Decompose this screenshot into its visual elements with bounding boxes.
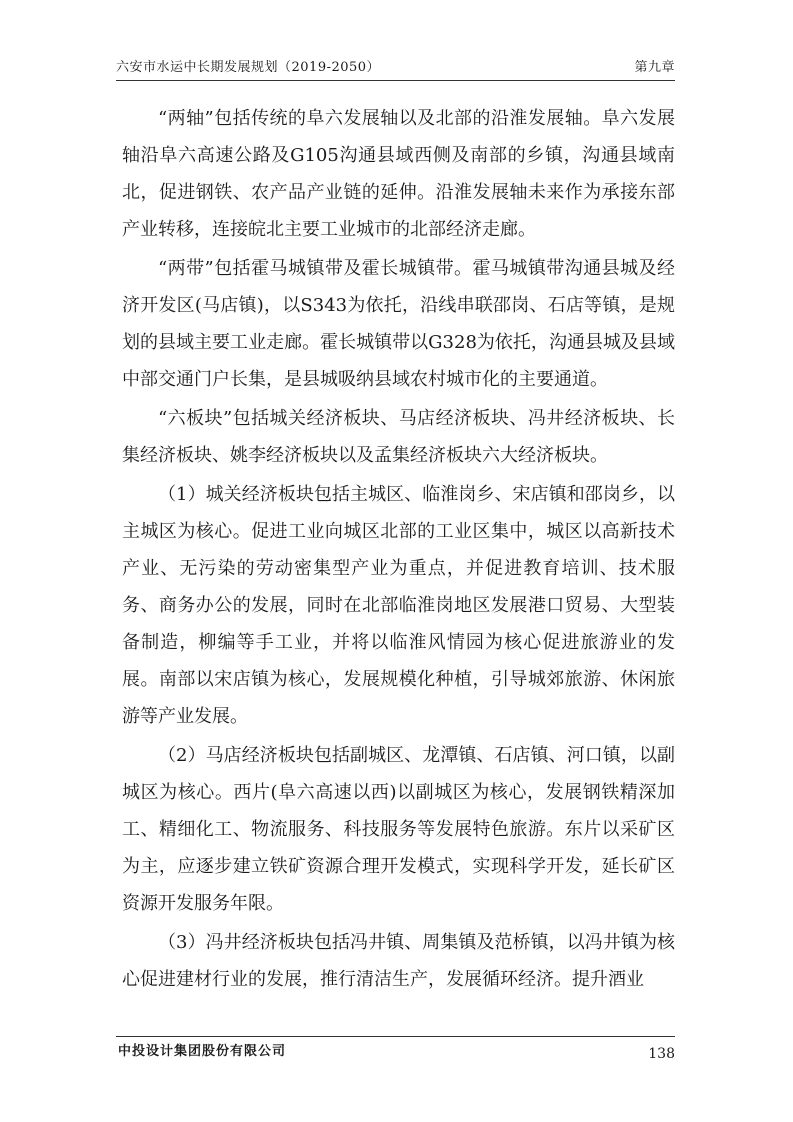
paragraph-chengguan-block: （1）城关经济板块包括主城区、临淮岗乡、宋店镇和邵岗乡，以主城区为核心。促进工业向城区北部的工业区集中，城区以高新技术产业、无污染的劳动密集型产业为重点，并促进教育培训、技术服务、商务办公的发展，同时在北部临淮岗地区发展港口贸易、大型装备制造，柳编等手工业，并将以临淮风情园为核心促进旅游业的发展。南部以宋店镇为核心，发展规模化种植，引导城郊旅游、休闲旅游等产业发展。 [122,484,675,727]
company-name: 中投设计集团股份有限公司 [118,1044,287,1059]
page-footer [116,1040,675,1064]
paragraph-madian-block: （2）马店经济板块包括副城区、龙潭镇、石店镇、河口镇，以副城区为核心。西片(阜六高速以西)以副城区为核心，发展钢铁精深加工、精细化工、物流服务、科技服务等发展特色旅游。东片以采矿区为主，应逐步建立铁矿资源合理开发模式，实现科学开发，延长矿区资源开发服务年限。 [122,745,675,914]
document-title: 六安市水运中长期发展规划（2019-2050） [116,60,381,75]
page-number: 138 [648,1046,675,1062]
footer-divider [116,1036,675,1037]
paragraph-two-axes: “两轴”包括传统的阜六发展轴以及北部的沿淮发展轴。阜六发展轴沿阜六高速公路及G105沟通县域西侧及南部的乡镇，沟通县域南北，促进钢铁、农产品产业链的延伸。沿淮发展轴未来作为承接东部产业转移，连接皖北主要工业城市的北部经济走廊。 [122,108,675,240]
paragraph-fengjing-block: （3）冯井经济板块包括冯井镇、周集镇及范桥镇，以冯井镇为核心促进建材行业的发展，推行清洁生产，发展循环经济。提升酒业 [122,932,675,990]
body-text [122,100,675,1000]
paragraph-six-blocks: “六板块”包括城关经济板块、马店经济板块、冯井经济板块、长集经济板块、姚李经济板块以及孟集经济板块六大经济板块。 [122,408,675,466]
page-header [116,56,675,78]
header-divider [116,80,675,81]
chapter-label: 第九章 [634,60,675,75]
paragraph-two-belts: “两带”包括霍马城镇带及霍长城镇带。霍马城镇带沟通县城及经济开发区(马店镇)，以S343为依托，沿线串联邵岗、石店等镇，是规划的县域主要工业走廊。霍长城镇带以G328为依托，沟通县城及县域中部交通门户长集，是县城吸纳县域农村城市化的主要通道。 [122,258,675,390]
